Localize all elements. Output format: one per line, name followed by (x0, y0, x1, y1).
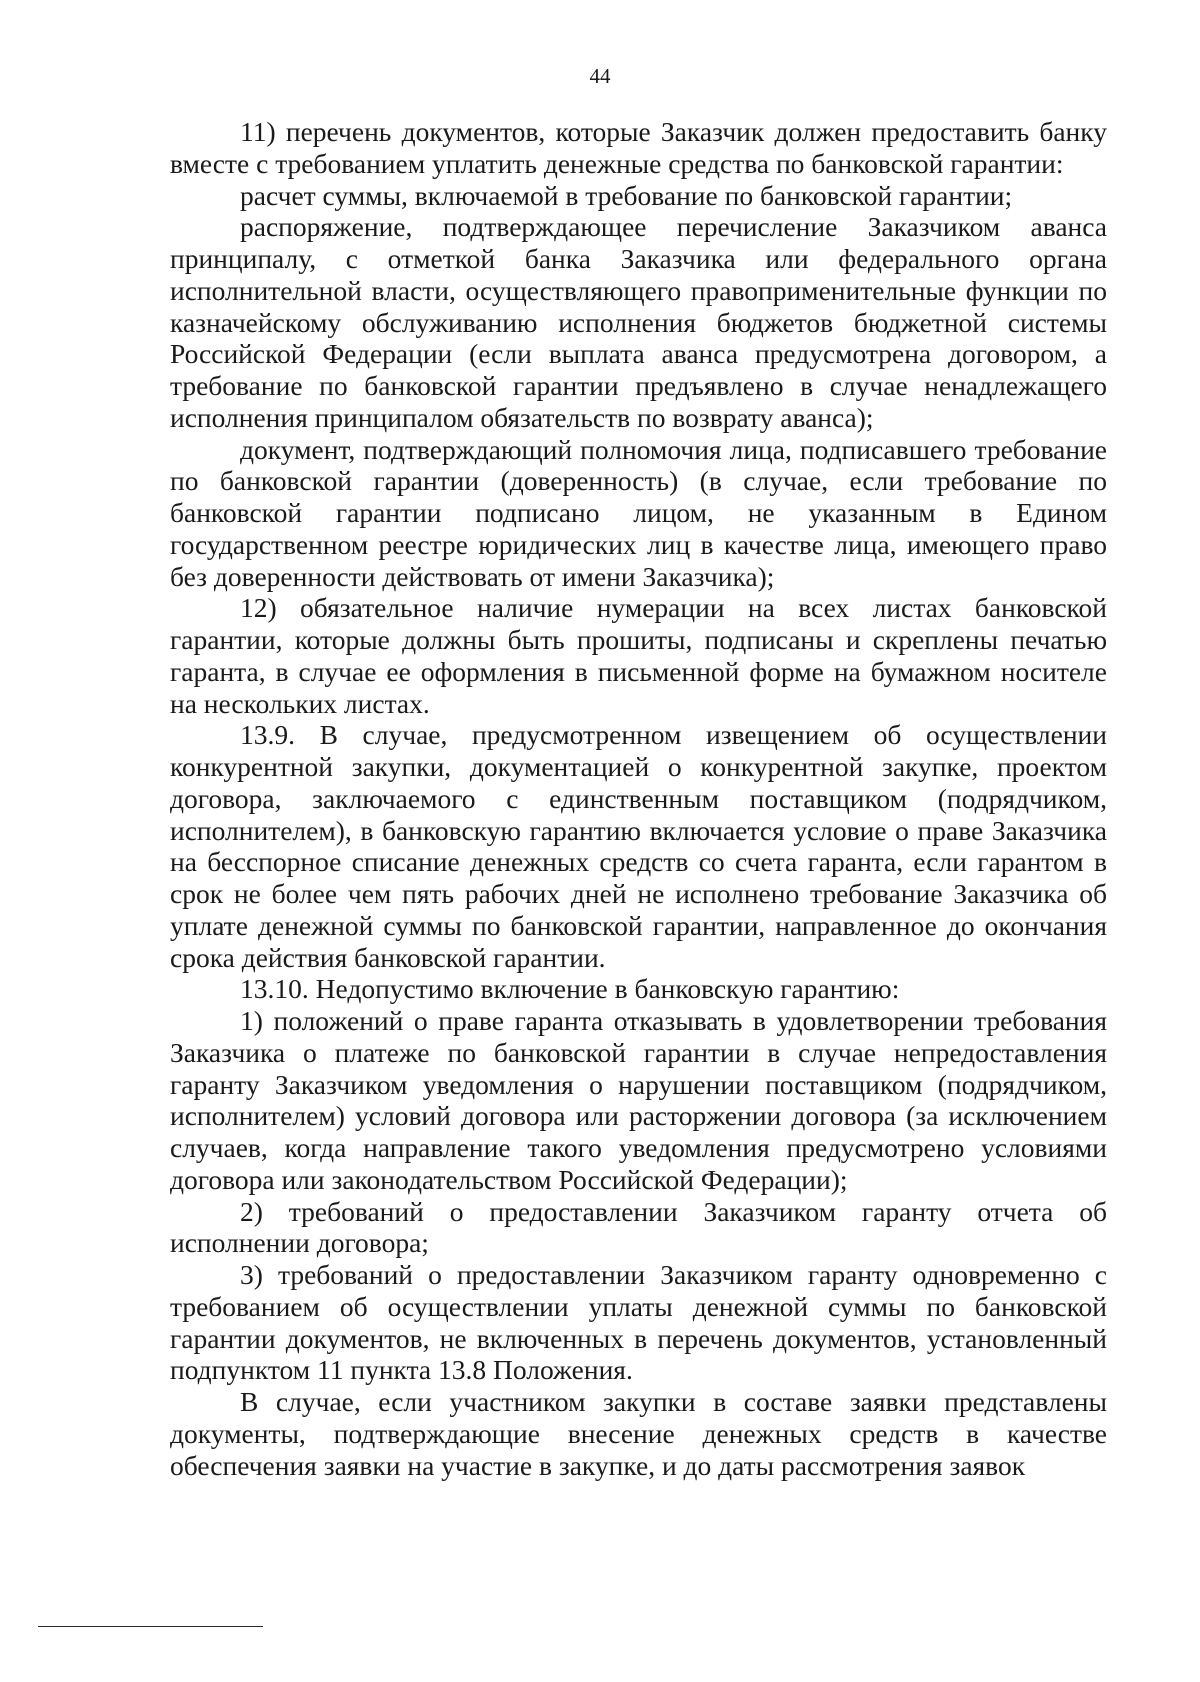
paragraph-13-10-item-1: 1) положений о праве гаранта отказывать в удовлетворении требования Заказчика о платеже по банковской гарантии в случае непредоставления гаранту Заказчиком уведомления о нарушении поставщиком (подрядчиком, исполнителем) условий договора или расторжении договора (за исключением случаев, когда направление такого уведомления предусмотрено условиями договора или законодательством Российской Федерации); (170, 1005, 1107, 1195)
page-number: 44 (589, 64, 611, 88)
document-body (170, 116, 1107, 1481)
paragraph-item-11: 11) перечень документов, которые Заказчик должен предоставить банку вместе с требованием уплатить денежные средства по банковской гарантии: (170, 116, 1107, 179)
paragraph-13-10-item-2: 2) требований о предоставлении Заказчиком гаранту отчета об исполнении договора; (170, 1195, 1107, 1259)
paragraph-advance-order: распоряжение, подтверждающее перечисление Заказчиком аванса принципалу, с отметкой банка Заказчика или федерального органа исполнительной власти, осуществляющего правоприменительные функции по казначейскому обслуживанию исполнения бюджетов бюджетной системы Российской Федерации (если выплата аванса предусмотрена договором, а требование по банковской гарантии предъявлено в случае ненадлежащего исполнения принципалом обязательств по возврату аванса); (170, 211, 1107, 433)
paragraph-deposit-case: В случае, если участником закупки в составе заявки представлены документы, подтверждающие внесение денежных средств в качестве обеспечения заявки на участие в закупке, и до даты рассмотрения заявок (170, 1386, 1107, 1481)
paragraph-authority-document: документ, подтверждающий полномочия лица, подписавшего требование по банковской гарантии (доверенность) (в случае, если требование по банковской гарантии подписано лицом, не указанным в Едином государственном реестре юридических лиц в качестве лица, имеющего право без доверенности действовать от имени Заказчика); (170, 433, 1107, 592)
paragraph-13-9: 13.9. В случае, предусмотренном извещением об осуществлении конкурентной закупки, документацией о конкурентной закупке, проектом договора, заключаемого с единственным поставщиком (подрядчиком, исполнителем), в банковскую гарантию включается условие о праве Заказчика на бесспорное списание денежных средств со счета гаранта, если гарантом в срок не более чем пять рабочих дней не исполнено требование Заказчика об уплате денежной суммы по банковской гарантии, направленное до окончания срока действия банковской гарантии. (170, 719, 1107, 973)
paragraph-13-10: 13.10. Недопустимо включение в банковскую гарантию: (240, 973, 900, 1005)
paragraph-calculation: расчет суммы, включаемой в требование по банковской гарантии; (240, 179, 1013, 211)
paragraph-item-12: 12) обязательное наличие нумерации на всех листах банковской гарантии, которые должны быть прошиты, подписаны и скреплены печатью гаранта, в случае ее оформления в письменной форме на бумажном носителе на нескольких листах. (170, 592, 1107, 719)
footnote-separator-line (38, 1626, 263, 1627)
paragraph-13-10-item-3: 3) требований о предоставлении Заказчиком гаранту одновременно с требованием об осуществлении уплаты денежной суммы по банковской гарантии документов, не включенных в перечень документов, установленный подпунктом 11 пункта 13.8 Положения. (170, 1259, 1107, 1386)
